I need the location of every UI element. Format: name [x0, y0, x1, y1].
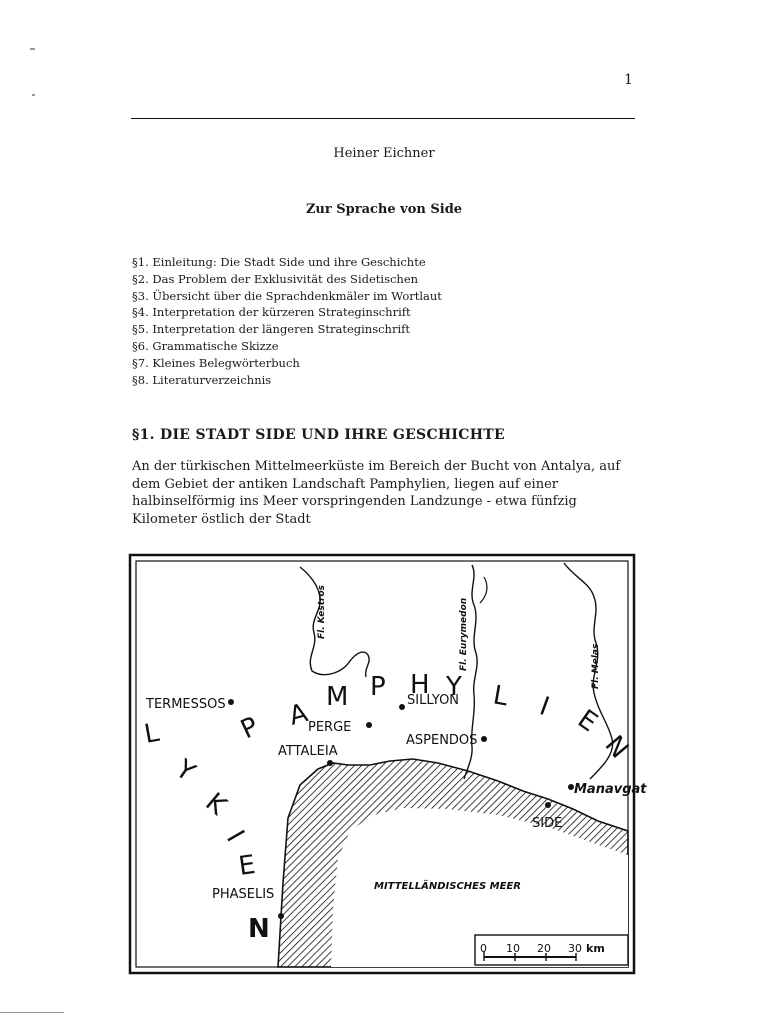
header-rule [131, 118, 635, 119]
termessos-marker [228, 699, 234, 705]
side-label: SIDE [532, 816, 563, 831]
toc-item: §3. Übersicht über die Sprachdenkmäler im Wortlaut [132, 288, 442, 303]
scale-label: 10 [506, 942, 520, 955]
attaleia-marker [327, 760, 333, 766]
aspendos-marker [481, 736, 487, 742]
toc-item: §2. Das Problem der Exklusivität des Sidetischen [132, 271, 419, 286]
region-letter-pamphylien: Y [446, 672, 462, 702]
paper-title: Zur Sprache von Side [305, 202, 463, 217]
sillyon-label: SILLYON [407, 693, 460, 708]
region-letter-pamphylien: P [236, 711, 264, 746]
scale-bar [475, 935, 628, 965]
table-of-contents [132, 254, 442, 388]
side-marker [545, 802, 551, 808]
scale-label: 0 [480, 942, 487, 955]
scan-speck [30, 48, 35, 50]
region-letter-pamphylien: A [286, 698, 312, 732]
author-name: Heiner Eichner [333, 146, 435, 161]
termessos-label: TERMESSOS [146, 697, 226, 712]
page-number: 1 [624, 72, 633, 88]
scale-unit: km [586, 942, 605, 955]
region-letter-lykien: I [219, 825, 250, 848]
phaselis-marker [278, 913, 284, 919]
region-letter-pamphylien: H [410, 670, 430, 700]
region-letter-lykien: Y [169, 754, 201, 788]
kestros-label: Fl. Kestros [317, 584, 327, 639]
map-svg [128, 553, 647, 975]
toc-item: §7. Kleines Belegwörterbuch [132, 355, 300, 370]
sillyon-marker [399, 704, 405, 710]
region-letter-lykien: E [236, 849, 258, 882]
perge-marker [366, 722, 372, 728]
intro-paragraph: An der türkischen Mittelmeerküste im Bereich der Bucht von Antalya, auf dem Gebiet der antiken Landschaft Pamphylien, liegen auf einer halbinselförmig ins Meer vorspringenden Landzunge - etwa fünfzig Kilometer östlich der Stadt [132, 459, 621, 527]
pamphylia-map [128, 553, 647, 975]
region-letter-pamphylien: E [571, 704, 603, 739]
sea-label: MITTELLÄNDISCHES MEER [374, 881, 521, 892]
toc-item: §6. Grammatische Skizze [132, 338, 279, 353]
region-letter-lykien: N [248, 914, 270, 944]
region-letter-pamphylien: M [326, 682, 349, 712]
perge-label: PERGE [308, 720, 352, 735]
toc-item: §4. Interpretation der kürzeren Strateginschrift [132, 305, 411, 320]
region-letter-pamphylien: I [535, 691, 554, 723]
section-heading: §1. DIE STADT SIDE UND IHRE GESCHICHTE [132, 427, 505, 443]
scale-label: 30 [568, 942, 582, 955]
attaleia-label: ATTALEIA [278, 744, 338, 759]
toc-item: §5. Interpretation der längeren Strateginschrift [132, 322, 410, 337]
manavgat-label: Manavgat [574, 782, 647, 797]
eurymedon-label: Fl. Eurymedon [459, 597, 469, 671]
region-letter-pamphylien: P [370, 672, 386, 702]
scale-label: 20 [537, 942, 551, 955]
region-letter-pamphylien: N [598, 730, 635, 765]
aspendos-label: ASPENDOS [406, 733, 478, 748]
melas-label: Fl. Melas [591, 643, 601, 689]
region-letter-lykien: L [142, 717, 162, 750]
toc-item: §8. Literaturverzeichnis [132, 372, 272, 387]
toc-item: §1. Einleitung: Die Stadt Side und ihre Geschichte [132, 255, 426, 269]
region-letter-pamphylien: L [490, 680, 511, 713]
phaselis-label: PHASELIS [212, 887, 275, 902]
scan-edge-line [0, 1012, 64, 1013]
scan-speck [32, 94, 35, 96]
region-letter-lykien: K [199, 787, 232, 822]
scale-box [475, 935, 628, 965]
